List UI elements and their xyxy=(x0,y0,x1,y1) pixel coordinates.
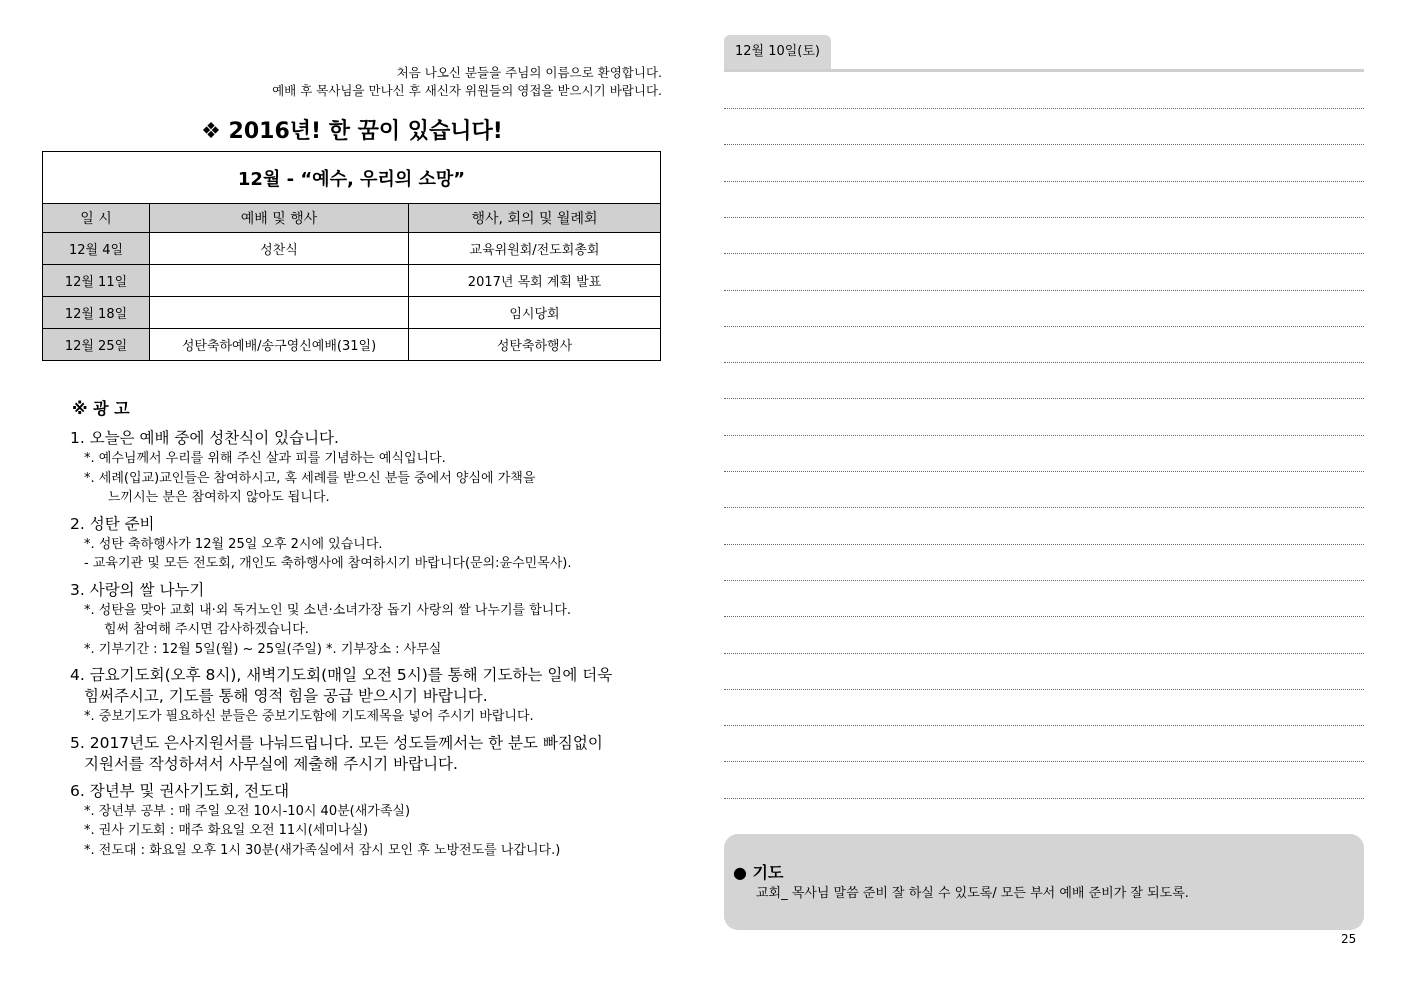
notice-heading: 2. 성탄 준비 xyxy=(70,514,155,533)
ruled-line xyxy=(724,725,1364,726)
notice-heading: 4. 금요기도회(오후 8시), 새벽기도회(매일 오전 5시)를 통해 기도하는 일에 더욱 xyxy=(70,666,613,684)
row-worship xyxy=(150,297,409,329)
row-worship: 성찬식 xyxy=(150,233,409,265)
welcome-line-2: 예배 후 목사님을 만나신 후 새신자 위원들의 영접을 받으시기 바랍니다. xyxy=(272,83,662,98)
schedule-title: 12월 - “예수, 우리의 소망” xyxy=(43,152,661,204)
row-events: 교육위원회/전도회총회 xyxy=(409,233,661,265)
ruled-line xyxy=(724,471,1364,472)
table-row xyxy=(43,329,661,361)
list-item xyxy=(70,665,660,727)
notice-line: *. 기부기간 : 12월 5일(월) ~ 25일(주일) *. 기부장소 : 사무실 xyxy=(84,641,442,657)
date-tab: 12월 10일(토) xyxy=(724,35,831,69)
prayer-box xyxy=(724,834,1364,930)
row-worship: 성탄축하예배/송구영신예배(31일) xyxy=(150,329,409,361)
ruled-line xyxy=(724,544,1364,545)
header-events: 행사, 회의 및 월례회 xyxy=(409,204,661,233)
ruled-line xyxy=(724,326,1364,327)
row-date: 12월 4일 xyxy=(43,233,150,265)
table-row xyxy=(43,233,661,265)
ruled-line xyxy=(724,507,1364,508)
list-item xyxy=(70,514,660,574)
notice-line: *. 세례(입교)교인들은 참여하시고, 혹 세례를 받으신 분들 중에서 양심에 가책을 xyxy=(84,470,536,486)
ruled-line xyxy=(724,108,1364,109)
ruled-line xyxy=(724,181,1364,182)
ruled-line xyxy=(724,290,1364,291)
ruled-line xyxy=(724,616,1364,617)
row-events: 2017년 목회 계획 발표 xyxy=(409,265,661,297)
notice-heading: 5. 2017년도 은사지원서를 나눠드립니다. 모든 성도들께서는 한 분도 빠짐없이 xyxy=(70,733,603,752)
ruled-line xyxy=(724,435,1364,436)
ruled-line xyxy=(724,689,1364,690)
notice-line: 느끼시는 분은 참여하지 않아도 됩니다. xyxy=(108,490,330,505)
notice-line: - 교육기관 및 모든 전도회, 개인도 축하행사에 참여하시기 바랍니다(문의:윤수민목사). xyxy=(84,556,572,571)
list-item xyxy=(70,733,660,775)
notice-heading: 1. 오늘은 예배 중에 성찬식이 있습니다. xyxy=(70,429,339,447)
list-item xyxy=(70,580,660,660)
header-date: 일 시 xyxy=(43,204,150,233)
welcome-line-1: 처음 나오신 분들을 주님의 이름으로 환영합니다. xyxy=(396,65,662,80)
prayer-title: ● 기도 xyxy=(733,863,784,882)
notice-heading: 6. 장년부 및 권사기도회, 전도대 xyxy=(70,781,290,800)
row-events: 임시당회 xyxy=(409,297,661,329)
prayer-body: 교회_ 목사님 말씀 준비 잘 하실 수 있도록/ 모든 부서 예배 준비가 잘 되도록. xyxy=(756,886,1189,901)
notice-line: *. 권사 기도회 : 매주 화요일 오전 11시(세미나실) xyxy=(84,823,369,838)
ads-list xyxy=(70,428,660,866)
ads-title: ※ 광 고 xyxy=(72,399,130,418)
row-worship xyxy=(150,265,409,297)
row-date: 12월 11일 xyxy=(43,265,150,297)
schedule-table xyxy=(42,151,661,361)
ruled-line xyxy=(724,580,1364,581)
notice-line: *. 전도대 : 화요일 오후 1시 30분(새가족실에서 잠시 모인 후 노방전도를 나갑니다.) xyxy=(84,842,561,858)
ruled-line xyxy=(724,144,1364,145)
list-item xyxy=(70,428,660,508)
ruled-line xyxy=(724,761,1364,762)
ruled-line xyxy=(724,798,1364,799)
row-date: 12월 18일 xyxy=(43,297,150,329)
notice-line: *. 예수님께서 우리를 위해 주신 살과 피를 기념하는 예식입니다. xyxy=(84,451,446,466)
ruled-line xyxy=(724,362,1364,363)
notice-heading-continued: 힘써주시고, 기도를 통해 영적 힘을 공급 받으시기 바랍니다. xyxy=(84,687,488,705)
notice-heading-continued: 지원서를 작성하셔서 사무실에 제출해 주시기 바랍니다. xyxy=(84,754,458,773)
headline: ❖ 2016년! 한 꿈이 있습니다! xyxy=(201,119,503,144)
notice-line: *. 장년부 공부 : 매 주일 오전 10시-10시 40분(새가족실) xyxy=(84,803,411,819)
ruled-line xyxy=(724,217,1364,218)
page-number: 25 xyxy=(1341,932,1357,946)
tab-underline xyxy=(724,69,1364,72)
notice-line: *. 성탄 축하행사가 12월 25일 오후 2시에 있습니다. xyxy=(84,536,383,552)
notice-heading: 3. 사랑의 쌀 나누기 xyxy=(70,580,205,599)
notice-line: *. 성탄을 맞아 교회 내·외 독거노인 및 소년·소녀가장 돕기 사랑의 쌀 나누기를 합니다. xyxy=(84,602,572,618)
ruled-line xyxy=(724,398,1364,399)
row-events: 성탄축하행사 xyxy=(409,329,661,361)
ruled-line xyxy=(724,653,1364,654)
header-worship: 예배 및 행사 xyxy=(150,204,409,233)
notice-line: *. 중보기도가 필요하신 분들은 중보기도함에 기도제목을 넣어 주시기 바랍니다. xyxy=(84,709,534,724)
table-row xyxy=(43,297,661,329)
ruled-line xyxy=(724,253,1364,254)
row-date: 12월 25일 xyxy=(43,329,150,361)
list-item xyxy=(70,781,660,861)
welcome-message xyxy=(272,64,662,100)
notice-line: 힘써 참여해 주시면 감사하겠습니다. xyxy=(104,622,309,637)
table-row xyxy=(43,265,661,297)
